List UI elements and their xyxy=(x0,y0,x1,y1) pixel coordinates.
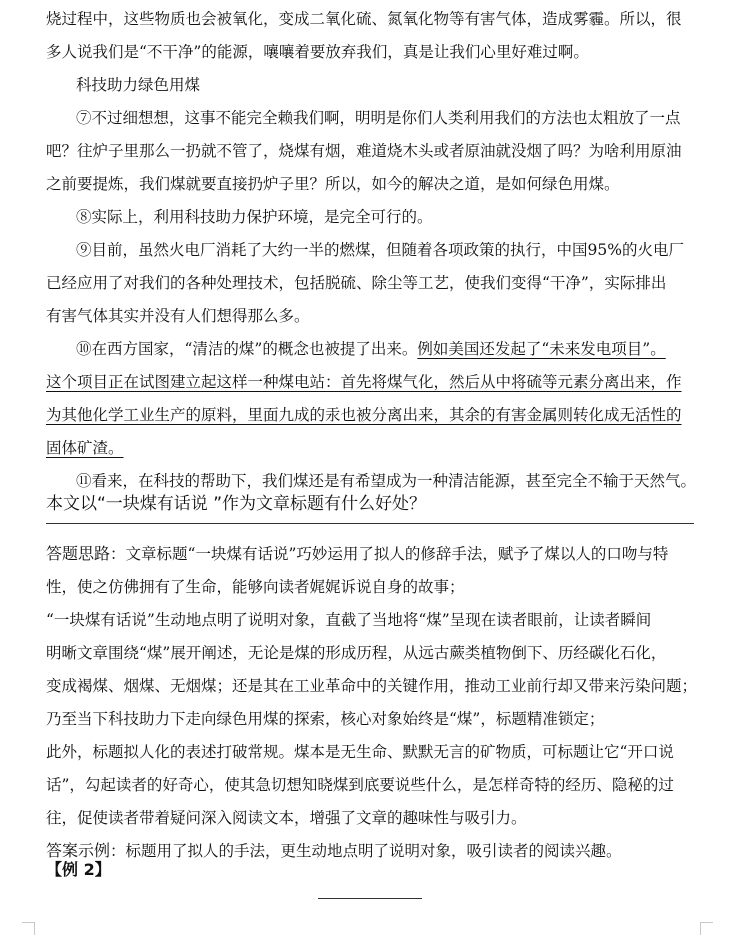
page-corner-mark xyxy=(700,922,713,935)
text-line: 往，促使读者带着疑问深入阅读文本，增强了文章的趣味性与吸引力。 xyxy=(46,809,527,827)
underlined-line: 为其他化学工业生产的原料，里面九成的汞也被分离出来，其余的有害金属则转化成无活性的 xyxy=(46,406,682,424)
answer-line xyxy=(46,523,694,524)
analysis-label: 答题思路 xyxy=(46,544,111,563)
text-line: “一块煤有话说”生动地点明了说明对象，直截了当地将“煤”呈现在读者眼前，让读者瞬间 xyxy=(46,611,652,629)
answer-label: 答案示例 xyxy=(46,841,111,860)
underlined-line: 固体矿渣。 xyxy=(46,439,124,457)
text-line: 之前要提炼，我们煤就要直接扔炉子里？所以，如今的解决之道，是如何绿色用煤。 xyxy=(46,175,620,193)
text-line xyxy=(46,544,668,564)
text-line: 此外，标题拟人化的表述打破常规。煤本是无生命、默默无言的矿物质，可标题让它“开口说 xyxy=(46,743,674,761)
text-line: 有害气体其实并没有人们想得那么多。 xyxy=(46,307,310,325)
text-line: 性，使之仿佛拥有了生命，能够向读者娓娓诉说自身的故事； xyxy=(46,578,465,596)
text-line: ⑦不过细想想，这事不能完全赖我们啊，明明是你们人类利用我们的方法也太粗放了一点 xyxy=(76,109,681,127)
text-span: ：文章标题“一块煤有话说”巧妙运用了拟人的修辞手法，赋予了煤以人的口吻与特 xyxy=(110,545,669,563)
section-heading: 科技助力绿色用煤 xyxy=(76,76,201,94)
text-line: 烧过程中，这些物质也会被氧化，变成二氧化硫、氮氧化物等有害气体，造成雾霾。所以，很 xyxy=(46,10,682,28)
text-line: ⑪看来，在科技的帮助下，我们煤还是有希望成为一种清洁能源，甚至完全不输于天然气。 xyxy=(76,472,697,490)
footer-rule xyxy=(318,898,422,899)
text-line: ⑨目前，虽然火电厂消耗了大约一半的燃煤，但随着各项政策的执行，中国95%的火电厂 xyxy=(76,241,684,259)
text-line: 话”，勾起读者的好奇心，使其急切想知晓煤到底要说些什么，是怎样奇特的经历、隐秘的过 xyxy=(46,776,674,794)
text-span: ：标题用了拟人的手法，更生动地点明了说明对象，吸引读者的阅读兴趣。 xyxy=(110,842,622,860)
text-span: ⑩在西方国家，“清洁的煤”的概念也被提了出来。 xyxy=(76,340,418,358)
text-line: 吧？往炉子里那么一扔就不管了，烧煤有烟，难道烧木头或者原油就没烟了吗？为啥利用原油 xyxy=(46,142,682,160)
answer-example xyxy=(46,841,622,861)
text-line: 多人说我们是“不干净”的能源，嚷嚷着要放弃我们，真是让我们心里好难过啊。 xyxy=(46,43,589,61)
text-line xyxy=(76,339,666,359)
text-line: 已经应用了对我们的各种处理技术，包括脱硫、除尘等工艺，使我们变得“干净”，实际排出 xyxy=(46,274,667,292)
text-line: 变成褐煤、烟煤、无烟煤；还是其在工业革命中的关键作用，推动工业前行却又带来污染问题； xyxy=(46,677,698,695)
example-label: 【例 2】 xyxy=(46,860,111,879)
text-line: 乃至当下科技助力下走向绿色用煤的探索，核心对象始终是“煤”，标题精准锁定； xyxy=(46,710,605,728)
text-line: ⑧实际上，利用科技助力保护环境，是完全可行的。 xyxy=(76,208,433,226)
underlined-span: 例如美国还发起了“未来发电项目”。 xyxy=(417,340,666,358)
question: 本文以“一块煤有话说 ”作为文章标题有什么好处？ xyxy=(46,494,427,514)
underlined-line: 这个项目正在试图建立起这样一种煤电站：首先将煤气化，然后从中将硫等元素分离出来，作 xyxy=(46,373,682,391)
page-corner-mark xyxy=(22,922,35,935)
text-line: 明晰文章围绕“煤”展开阐述，无论是煤的形成历程，从远古蕨类植物倒下、历经碳化石化， xyxy=(46,644,667,662)
